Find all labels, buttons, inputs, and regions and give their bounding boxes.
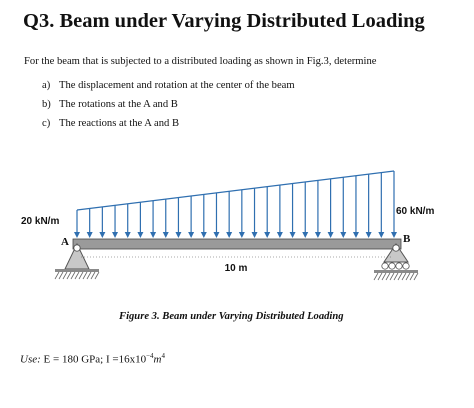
figure-caption: Figure 3. Beam under Varying Distributed Loading [119, 311, 344, 322]
load-top-line [77, 171, 394, 210]
load-arrow-head [277, 232, 283, 238]
ground-plate-a [55, 269, 99, 272]
question-intro: For the beam that is subjected to a distributed loading as shown in Fig.3, determine [24, 56, 377, 67]
roller-wheel [396, 263, 402, 269]
load-arrow-head [328, 232, 334, 238]
beam [73, 239, 401, 249]
ground-plate-b [374, 270, 418, 273]
load-arrow-head [239, 232, 245, 238]
hatch-line [87, 272, 91, 279]
hatch-line [394, 273, 398, 280]
left-load-label: 20 kN/m [21, 216, 60, 227]
roller-wheel [382, 263, 388, 269]
load-arrow-head [213, 232, 219, 238]
load-arrow-head [87, 232, 93, 238]
load-arrow-head [353, 232, 359, 238]
point-b-label: B [403, 233, 411, 245]
load-arrow-head [112, 232, 118, 238]
hatch-line [414, 273, 418, 280]
load-arrow-head [340, 232, 346, 238]
hatch-line [95, 272, 99, 279]
load-arrow-head [175, 232, 181, 238]
right-load-label: 60 kN/m [396, 206, 435, 217]
load-arrow-head [125, 232, 131, 238]
hatch-line [83, 272, 87, 279]
question-title: Q3. Beam under Varying Distributed Loading [23, 10, 425, 32]
ground-hatch-b [374, 273, 418, 280]
question-item-text: The displacement and rotation at the center of the beam [59, 80, 295, 91]
hatch-line [63, 272, 67, 279]
question-item-label: a) [42, 80, 51, 91]
hatch-line [59, 272, 63, 279]
hatch-line [378, 273, 382, 280]
load-arrow-head [163, 232, 169, 238]
question-item-text: The reactions at the A and B [59, 118, 180, 129]
given-inertia-unit: m [153, 353, 162, 366]
given-inertia-unit-exponent: 4 [161, 352, 165, 360]
load-arrow-head [137, 232, 143, 238]
question-item-label: c) [42, 118, 51, 129]
hatch-line [374, 273, 378, 280]
question-item-label: b) [42, 99, 51, 110]
hatch-line [398, 273, 402, 280]
hatch-line [67, 272, 71, 279]
pin-joint [74, 245, 80, 251]
roller-wheel [389, 263, 395, 269]
point-a-label: A [61, 236, 69, 248]
load-arrow-head [201, 232, 207, 238]
hatch-line [410, 273, 414, 280]
span-label: 10 m [224, 263, 248, 274]
load-arrow-head [74, 232, 80, 238]
hatch-line [91, 272, 95, 279]
load-arrow-head [264, 232, 270, 238]
load-arrow-head [150, 232, 156, 238]
load-arrow-head [391, 232, 397, 238]
given-prefix: Use: [20, 353, 41, 366]
hatch-line [382, 273, 386, 280]
given-values [20, 352, 165, 366]
load-arrow-head [315, 232, 321, 238]
question-item-text: The rotations at the A and B [59, 99, 178, 110]
hatch-line [79, 272, 83, 279]
hatch-line [386, 273, 390, 280]
given-inertia: I =16x10 [105, 353, 147, 366]
load-arrow-head [378, 232, 384, 238]
given-modulus: E = 180 GPa; [43, 353, 104, 366]
load-arrow-head [226, 232, 232, 238]
load-arrow-head [366, 232, 372, 238]
roller-pin-joint [393, 245, 399, 251]
given-inertia-exponent: −4 [146, 352, 154, 360]
load-arrow-head [99, 232, 105, 238]
hatch-line [75, 272, 79, 279]
roller-wheel [403, 263, 409, 269]
hatch-line [55, 272, 59, 279]
hatch-line [390, 273, 394, 280]
hatch-line [406, 273, 410, 280]
hatch-line [71, 272, 75, 279]
hatch-line [402, 273, 406, 280]
span-dimension [81, 257, 392, 274]
load-arrow-head [302, 232, 308, 238]
load-arrow-head [252, 232, 258, 238]
load-arrow-head [290, 232, 296, 238]
load-arrow-head [188, 232, 194, 238]
ground-hatch-a [55, 272, 99, 279]
